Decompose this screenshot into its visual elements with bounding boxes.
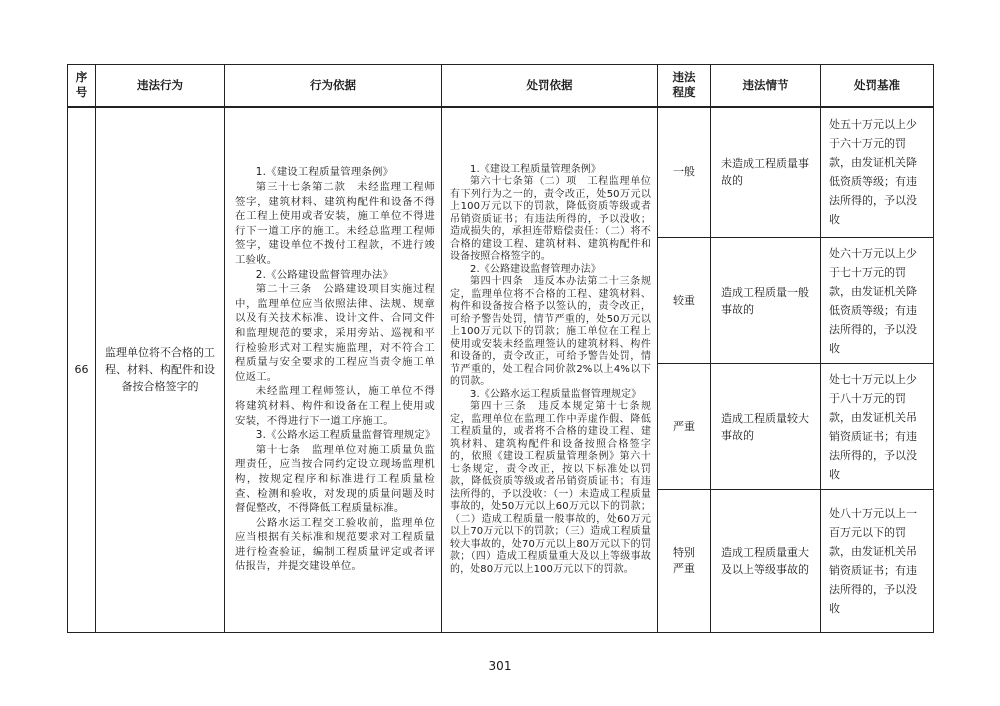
violation-act: 监理单位将不合格的工程、材料、构配件和设备按合格签字的 xyxy=(96,107,225,633)
basis-paragraph: 公路水运工程交工验收前，监理单位应当根据有关标准和规范要求对工程质量进行检查验证，编制工程质量评定或者评估报告，并提交建设单位。 xyxy=(235,516,435,573)
circumstance-serious: 造成工程质量一般事故的 xyxy=(711,238,821,364)
basis-paragraph: 第三十七条第二款 未经监理工程师签字，建筑材料、建筑构配件和设备不得在工程上使用或者安装，施工单位不得进行下一道工序的施工。未经总监理工程师签字，建设单位不拨付工程款，不进行竣工验收。 xyxy=(235,181,435,266)
penalty-paragraph: 第四十四条 违反本办法第二十三条规定，监理单位将不合格的工程、建筑材料、构件和设备按合格予以签认的，责令改正，可给予警告处罚，情节严重的，处50万元以上100万元以下的罚款；施工单位在工程上使用或安装未经监理签认的建筑材料、构件和设备的，责令改正，可给予警告处罚，情节严重的，处工程合同价款2%以上4%以下的罚款。 xyxy=(450,276,651,387)
basis-paragraph: 2.《公路建设监督管理办法》 xyxy=(255,268,394,281)
circumstance-extreme: 造成工程质量重大及以上等级事故的 xyxy=(711,490,821,633)
circumstance-severe: 造成工程质量较大事故的 xyxy=(711,364,821,490)
penalty-basis xyxy=(442,107,658,633)
header-degree: 违法程度 xyxy=(658,65,711,107)
degree-extreme: 特别严重 xyxy=(658,490,711,633)
table-row xyxy=(68,107,934,238)
circumstance-general: 未造成工程质量事故的 xyxy=(711,107,821,238)
table-header-row xyxy=(68,65,934,107)
basis-paragraph: 1.《建设工程质量管理条例》 xyxy=(255,166,394,179)
header-seq: 序号 xyxy=(68,65,96,107)
basis-paragraph: 3.《公路水运工程质量监督管理规定》 xyxy=(255,429,436,442)
header-basis: 行为依据 xyxy=(225,65,442,107)
degree-general: 一般 xyxy=(658,107,711,238)
basis-paragraph: 第十七条 监理单位对施工质量负监理责任，应当按合同约定设立现场监理机构，按规定程序和标准进行工程质量检查、检测和验收，对发现的质量问题及时督促整改，不得降低工程质量标准。 xyxy=(235,443,435,515)
standard-severe: 处七十万元以上少于八十万元的罚款，由发证机关吊销资质证书；有违法所得的，予以没收 xyxy=(821,364,934,490)
standard-general: 处五十万元以上少于六十万元的罚款，由发证机关降低资质等级；有违法所得的，予以没收 xyxy=(821,107,934,238)
basis-paragraph: 未经监理工程师签认，施工单位不得将建筑材料、构件和设备在工程上使用或安装，不得进行下一道工序施工。 xyxy=(235,385,435,427)
penalty-paragraph: 第六十七条第（二）项 工程监理单位有下列行为之一的，责令改正，处50万元以上100万元以下的罚款，降低资质等级或者吊销资质证书；有违法所得的，予以没收；造成损失的，承担连带赔偿责任：（二）将不合格的建设工程、建筑材料、建筑构配件和设备按照合格签字的。 xyxy=(450,176,651,262)
penalty-paragraph: 2.《公路建设监督管理办法》 xyxy=(470,263,601,275)
standard-extreme: 处八十万元以上一百万元以下的罚款，由发证机关吊销资质证书；有违法所得的，予以没收 xyxy=(821,490,934,633)
conduct-basis xyxy=(225,107,442,633)
page-number: 301 xyxy=(488,659,512,673)
header-penalty-basis: 处罚依据 xyxy=(442,65,658,107)
row-number: 66 xyxy=(68,107,96,633)
degree-serious: 较重 xyxy=(658,238,711,364)
header-act: 违法行为 xyxy=(96,65,225,107)
penalty-paragraph: 3.《公路水运工程质量监督管理规定》 xyxy=(470,388,642,400)
header-standard: 处罚基准 xyxy=(821,65,934,107)
degree-severe: 严重 xyxy=(658,364,711,490)
standard-serious: 处六十万元以上少于七十万元的罚款，由发证机关降低资质等级；有违法所得的，予以没收 xyxy=(821,238,934,364)
penalty-paragraph: 1.《建设工程质量管理条例》 xyxy=(470,163,601,175)
regulation-table xyxy=(67,64,934,633)
basis-paragraph: 第二十三条 公路建设项目实施过程中，监理单位应当依照法律、法规、规章以及有关技术标准、设计文件、合同文件和监理规范的要求，采用旁站、巡视和平行检验形式对工程实施监理，对不符合工程质量与安全要求的工程应当责令施工单位返工。 xyxy=(235,283,435,383)
penalty-paragraph: 第四十三条 违反本规定第十七条规定，监理单位在监理工作中弄虚作假、降低工程质量的，或者将不合格的建设工程、建筑材料、建筑构配件和设备按照合格签字的，依照《建设工程质量管理条例》第六十七条规定，责令改正，按以下标准处以罚款，降低资质等级或者吊销资质证书；有违法所得的，予以没收：（一）未造成工程质量事故的，处50万元以上60万元以下的罚款；（二）造成工程质量一般事故的，处60万元以上70万元以下的罚款；（三）造成工程质量较大事故的，处70万元以上80万元以下的罚款；（四）造成工程质量重大及以上等级事故的，处80万元以上100万元以下的罚款。 xyxy=(450,401,651,575)
header-circumstance: 违法情节 xyxy=(711,65,821,107)
